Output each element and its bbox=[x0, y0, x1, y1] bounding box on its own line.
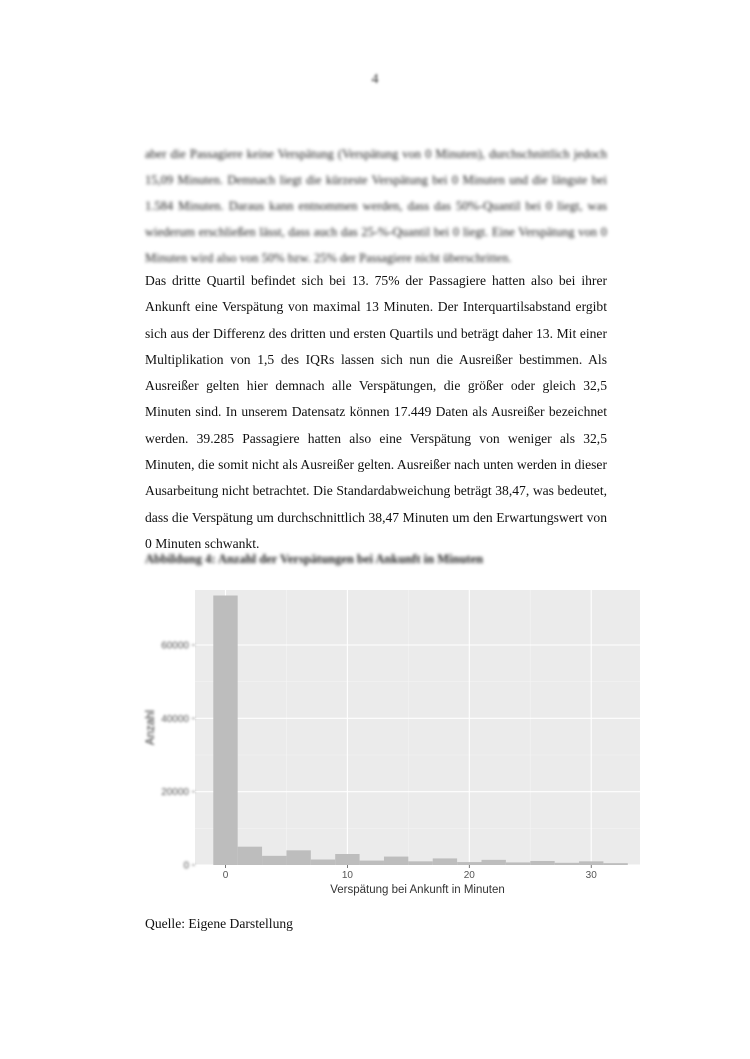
histogram-bar bbox=[286, 850, 310, 865]
histogram-bar bbox=[530, 861, 554, 865]
y-axis-label: Anzahl bbox=[145, 709, 157, 746]
y-axis-ticks bbox=[161, 641, 195, 872]
histogram-bar bbox=[408, 861, 432, 865]
x-axis-ticks bbox=[223, 865, 598, 881]
y-tick-label: 20000 bbox=[161, 787, 189, 799]
histogram-svg bbox=[140, 585, 645, 900]
x-tick-label: 10 bbox=[341, 870, 353, 881]
y-tick-label: 40000 bbox=[161, 713, 189, 725]
histogram-bar bbox=[603, 863, 627, 865]
histogram-bar bbox=[213, 596, 237, 866]
x-tick-label: 0 bbox=[222, 870, 229, 881]
main-paragraph: Das dritte Quartil befindet sich bei 13. 75% der Passagiere hatten also bei ihrer Ankunft eine Verspätung von maximal 13 Minuten. Der Interquartilsabstand ergibt sich aus der Differenz des dritten und ersten Quartils und beträgt daher 13. Mit einer Multiplikation von 1,5 des IQRs lassen sich nun die Ausreißer bestimmen. Als Ausreißer gelten hier demnach alle Verspätungen, die größer oder gleich 32,5 Minuten sind. In unserem Datensatz können 17.449 Daten als Ausreißer bezeichnet werden. 39.285 Passagiere hatten also eine Verspätung von weniger als 32,5 Minuten, die somit nicht als Ausreißer gelten. Ausreißer nach unten werden in dieser Ausarbeitung nicht betrachtet. Die Standardabweichung beträgt 38,47, was bedeutet, dass die Verspätung um durchschnittlich 38,47 Minuten um den Erwartungswert von 0 Minuten schwankt. bbox=[145, 273, 607, 551]
figure-caption: Abbildung 4: Anzahl der Verspätungen bei Ankunft in Minuten bbox=[145, 552, 484, 566]
source-line: Quelle: Eigene Darstellung bbox=[145, 916, 293, 931]
histogram-bar bbox=[555, 863, 579, 865]
histogram-bar bbox=[262, 856, 286, 865]
blurred-paragraph: aber die Passagiere keine Verspätung (Verspätung von 0 Minuten), durchschnittlich jedoch 15,09 Minuten. Demnach liegt die kürzeste Verspätung bei 0 Minuten und die längste bei 1.584 Minuten. Daraus kann entnommen werden, dass das 50%-Quantil bei 0 liegt, was wiederum erschließen lässt, dass auch das 25-%-Quantil bei 0 liegt. Eine Verspätung von 0 Minuten wird also von 50% bzw. 25% der Passagiere nicht überschritten. bbox=[145, 147, 607, 265]
histogram-bar bbox=[311, 860, 335, 866]
histogram-bar bbox=[482, 860, 506, 865]
y-tick-label: 60000 bbox=[161, 640, 189, 652]
page-number: 4 bbox=[371, 72, 379, 87]
histogram-bar bbox=[579, 861, 603, 865]
histogram-bar bbox=[433, 858, 457, 865]
histogram-bar bbox=[360, 861, 384, 865]
histogram-bar bbox=[457, 862, 481, 865]
histogram-bar bbox=[335, 854, 359, 865]
x-tick-label: 30 bbox=[585, 870, 597, 881]
histogram-bar bbox=[384, 857, 408, 865]
histogram-bar bbox=[238, 847, 262, 865]
x-axis-label: Verspätung bei Ankunft in Minuten bbox=[330, 884, 505, 896]
x-tick-label: 20 bbox=[463, 870, 475, 881]
histogram-bar bbox=[506, 862, 530, 865]
y-tick-label: 0 bbox=[183, 860, 189, 872]
plot-panel bbox=[195, 590, 640, 865]
histogram-chart bbox=[140, 585, 645, 900]
